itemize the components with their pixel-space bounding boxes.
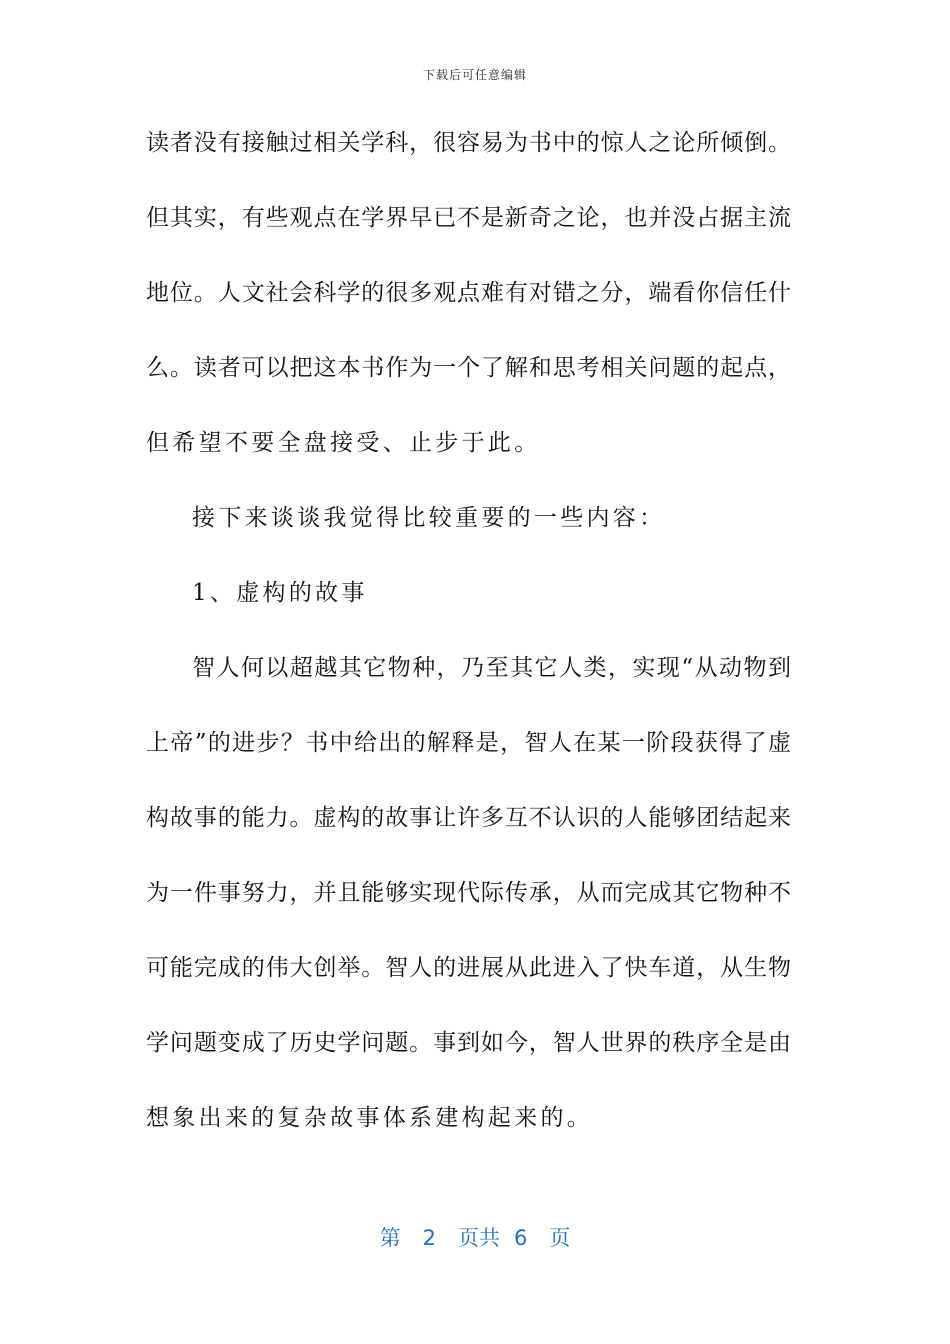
text-line: 为一件事努力，并且能够实现代际传承，从而完成其它物种不 <box>146 880 791 906</box>
text-line: 可能完成的伟大创举。智人的进展从此进入了快车道，从生物 <box>146 955 791 981</box>
text-line: 但希望不要全盘接受、止步于此。 <box>146 430 541 456</box>
page-number-prefix: 第 <box>379 1226 401 1250</box>
text-line: 读者没有接触过相关学科，很容易为书中的惊人之论所倾倒。 <box>146 130 791 156</box>
page-number-middle: 页共 <box>458 1226 500 1250</box>
section-heading: 1、虚构的故事 <box>192 580 368 606</box>
current-page-number: 2 <box>422 1226 436 1250</box>
text-line: 智人何以超越其它物种，乃至其它人类，实现“从动物到 <box>192 655 791 681</box>
page-number-suffix: 页 <box>549 1226 571 1250</box>
text-line: 构故事的能力。虚构的故事让许多互不认识的人能够团结起来 <box>146 805 791 831</box>
total-pages-number: 6 <box>514 1226 528 1250</box>
text-line: 想象出来的复杂故事体系建构起来的。 <box>146 1105 594 1131</box>
page-header: 下载后可任意编辑 <box>422 68 527 82</box>
text-line: 么。读者可以把这本书作为一个了解和思考相关问题的起点， <box>146 355 791 381</box>
page-footer <box>0 1222 950 1252</box>
document-body <box>146 106 791 1156</box>
text-line: 学问题变成了历史学问题。事到如今，智人世界的秩序全是由 <box>146 1030 791 1056</box>
text-line: 上帝”的进步？书中给出的解释是，智人在某一阶段获得了虚 <box>146 730 791 756</box>
text-line: 但其实，有些观点在学界早已不是新奇之论，也并没占据主流 <box>146 205 791 231</box>
text-line: 接下来谈谈我觉得比较重要的一些内容： <box>192 505 666 531</box>
text-line: 地位。人文社会科学的很多观点难有对错之分，端看你信任什 <box>146 280 791 306</box>
